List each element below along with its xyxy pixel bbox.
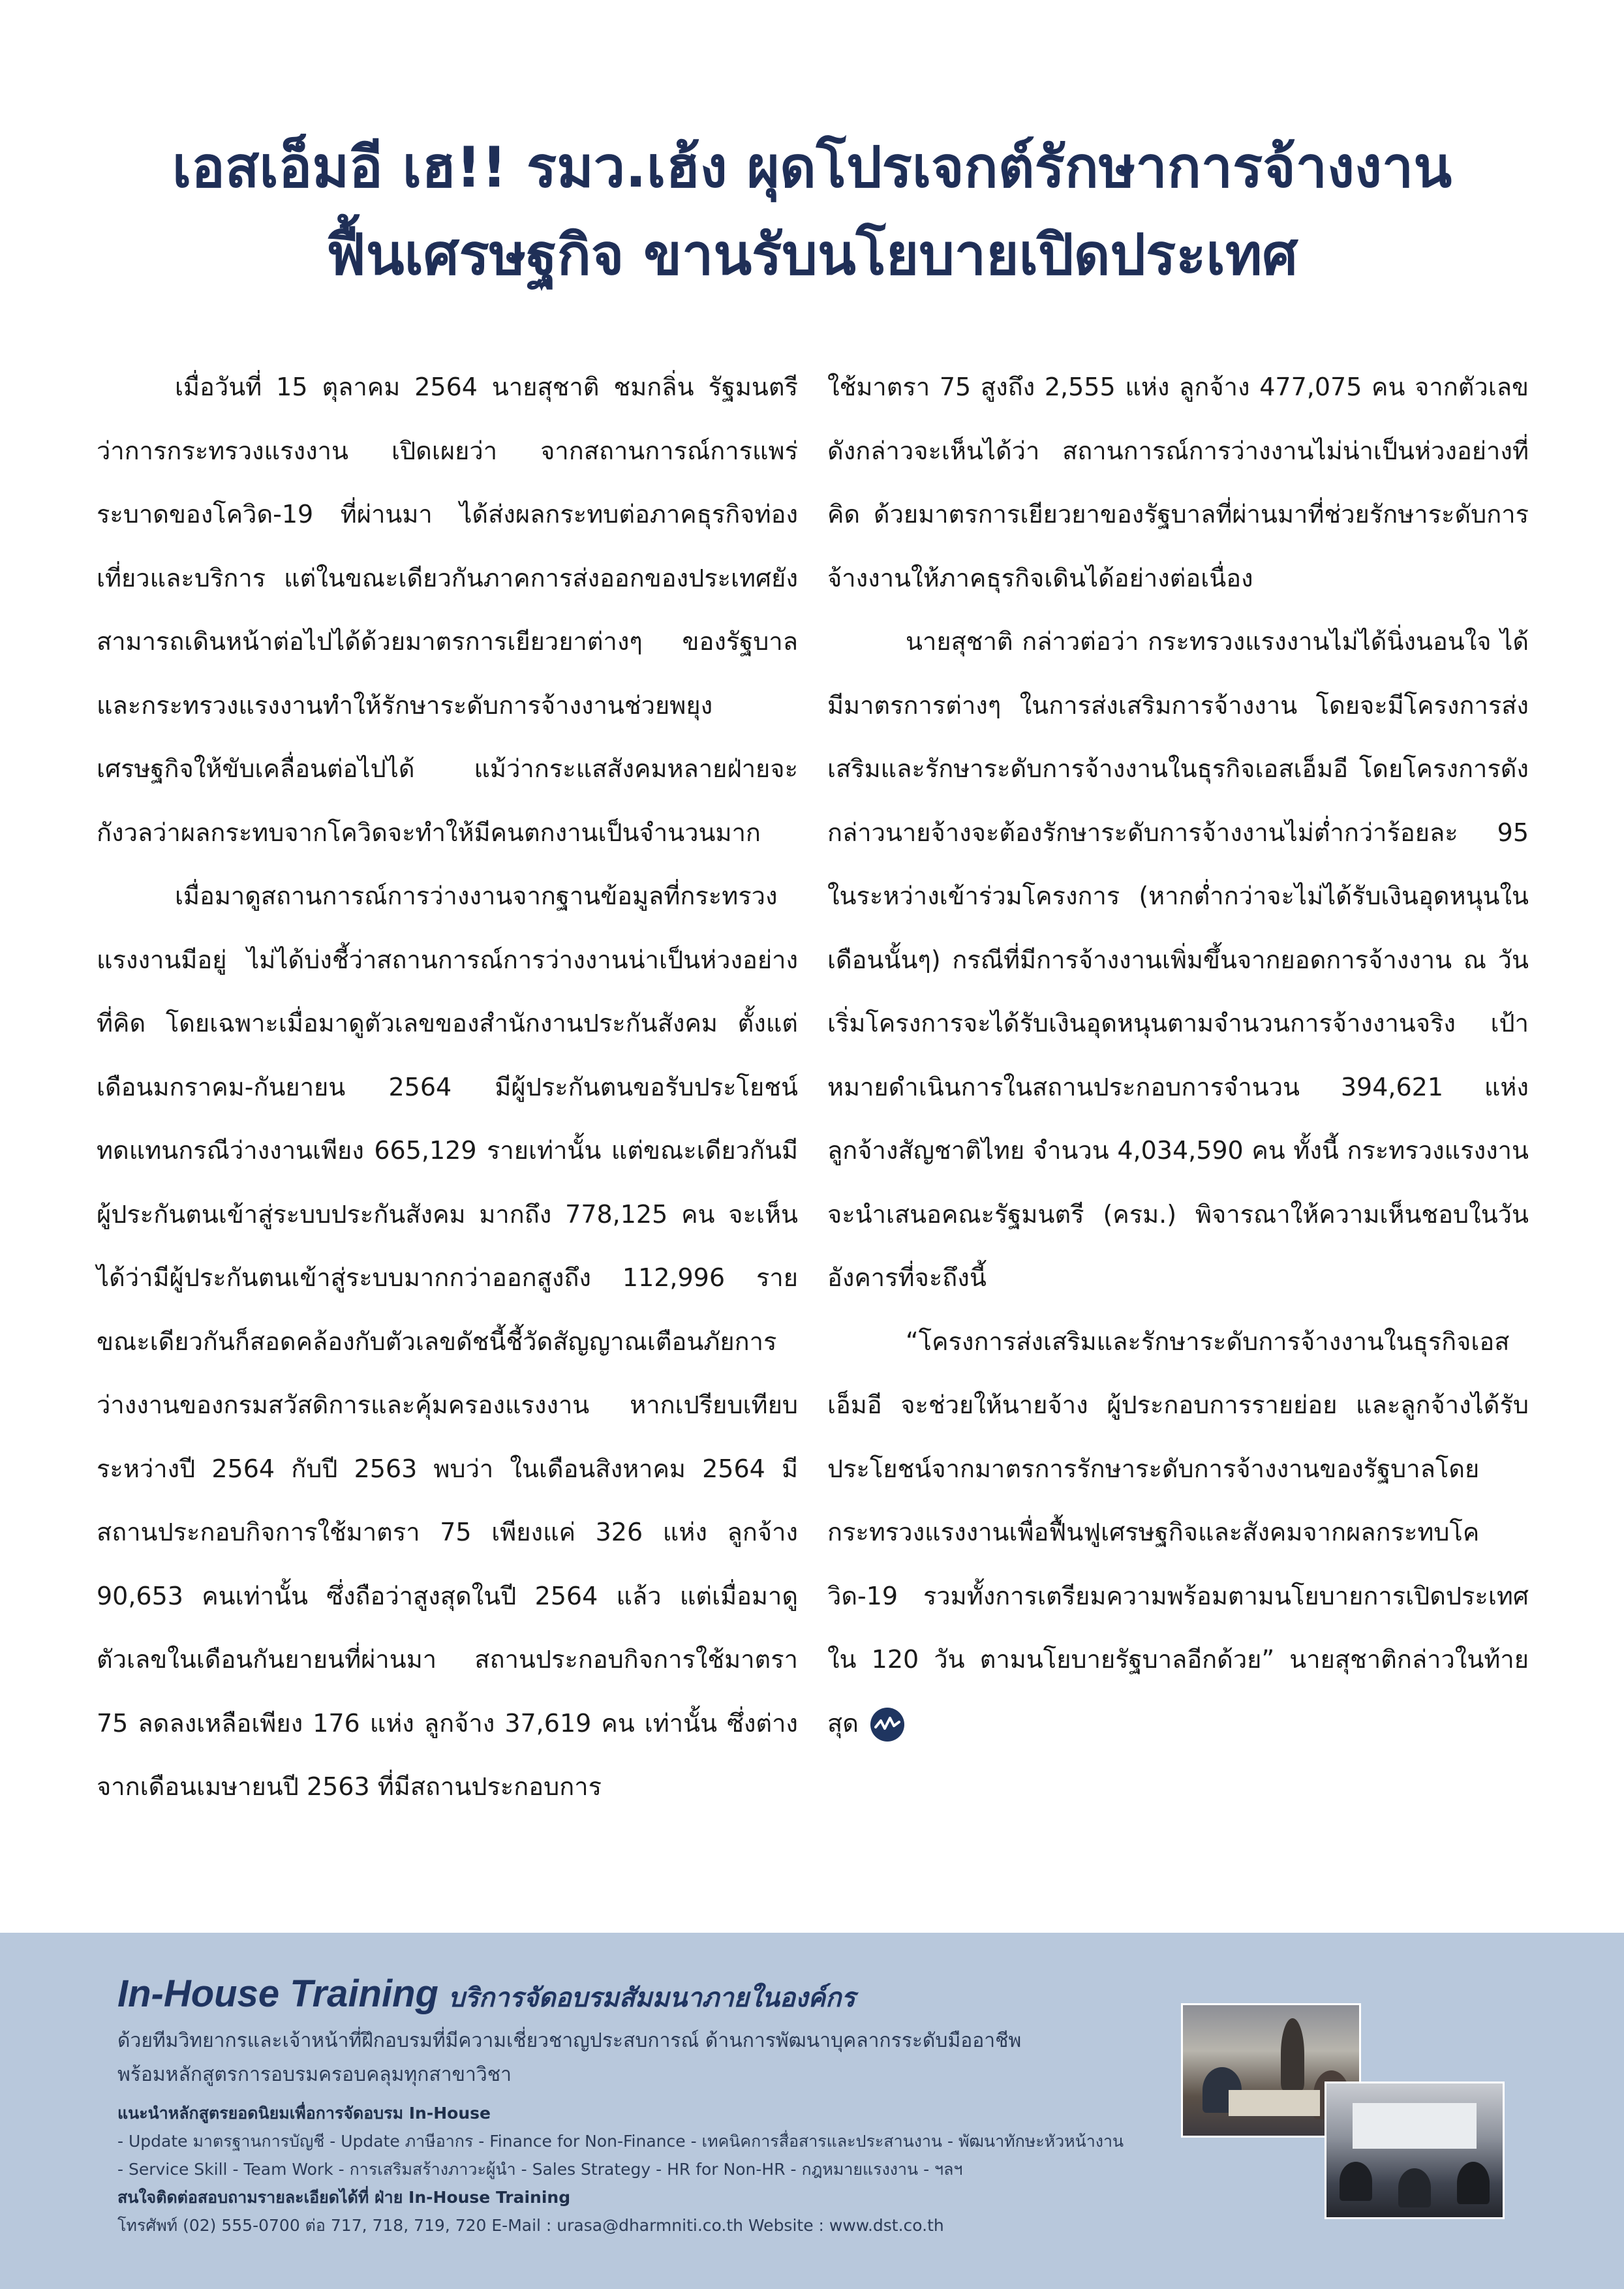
- article-title: [0, 124, 1624, 299]
- description-line-1: ด้วยทีมวิทยากรและเจ้าหน้าที่ฝึกอบรมที่มีความเชี่ยวชาญประสบการณ์ ด้านการพัฒนาบุคลากรระดับมืออาชีพ: [117, 2029, 1022, 2052]
- training-photo-2: [1325, 2082, 1505, 2219]
- quote-text: “โครงการส่งเสริมและรักษาระดับการจ้างงานในธุรกิจเอสเอ็มอี จะช่วยให้นายจ้าง ผู้ประกอบการรายย่อย และลูกจ้างได้รับประโยชน์จากมาตรการรักษาระดับการจ้างงานของรัฐบาลโดยกระทรวงแรงงานเพื่อฟื้นฟูเศรษฐกิจและสังคมจากผลกระทบโควิด-19 รวมทั้งการเตรียมความพร้อมตามนโยบายการเปิดประเทศใน 120 วัน ตามนโยบายรัฐบาลอีกด้วย” นายสุชาติกล่าวในท้ายสุด: [827, 1327, 1529, 1738]
- left-column: [97, 356, 798, 1819]
- title-line-1: เอสเอ็มอี เฮ!! รมว.เฮ้ง ผุดโปรเจกต์รักษาการจ้างงาน: [172, 135, 1452, 200]
- paragraph-1: เมื่อวันที่ 15 ตุลาคม 2564 นายสุชาติ ชมกลิ่น รัฐมนตรีว่าการกระทรวงแรงงาน เปิดเผยว่า จากสถานการณ์การแพร่ระบาดของโควิด-19 ที่ผ่านมา ได้ส่งผลกระทบต่อภาคธุรกิจท่องเที่ยวและบริการ แต่ในขณะเดียวกันภาคการส่งออกของประเทศยังสามารถเดินหน้าต่อไปได้ด้วยมาตรการเยียวยาต่างๆ ของรัฐบาลและกระทรวงแรงงานทำให้รักษาระดับการจ้างงานช่วยพยุงเศรษฐกิจให้ขับเคลื่อนต่อไปได้ แม้ว่ากระแสสังคมหลายฝ่ายจะกังวลว่าผลกระทบจากโควิดจะทำให้มีคนตกงานเป็นจำนวนมาก: [97, 373, 798, 847]
- right-column: [827, 356, 1529, 1755]
- brand-name: In-House Training: [117, 1973, 438, 2015]
- courses-line-2: - Service Skill - Team Work - การเสริมสร้างภาวะผู้นำ - Sales Strategy - HR for Non-HR - กฎหมายแรงงาน - ฯลฯ: [117, 2160, 963, 2179]
- contact-title: สนใจติดต่อสอบถามรายละเอียดได้ที่ ฝ่าย In-House Training: [117, 2188, 571, 2207]
- paragraph-2: เมื่อมาดูสถานการณ์การว่างงานจากฐานข้อมูลที่กระทรวงแรงงานมีอยู่ ไม่ได้บ่งชี้ว่าสถานการณ์การว่างงานน่าเป็นห่วงอย่างที่คิด โดยเฉพาะเมื่อมาดูตัวเลขของสำนักงานประกันสังคม ตั้งแต่เดือนมกราคม-กันยายน 2564 มีผู้ประกันตนขอรับประโยชน์ทดแทนกรณีว่างงานเพียง 665,129 รายเท่านั้น แต่ขณะเดียวกันมีผู้ประกันตนเข้าสู่ระบบประกันสังคม มากถึง 778,125 คน จะเห็นได้ว่ามีผู้ประกันตนเข้าสู่ระบบมากกว่าออกสูงถึง 112,996 ราย ขณะเดียวกันก็สอดคล้องกับตัวเลขดัชนี้ชี้วัดสัญญาณเตือนภัยการว่างงานของกรมสวัสดิการและคุ้มครองแรงงาน หากเปรียบเทียบระหว่างปี 2564 กับปี 2563 พบว่า ในเดือนสิงหาคม 2564 มีสถานประกอบกิจการใช้มาตรา 75 เพียงแค่ 326 แห่ง ลูกจ้าง 90,653 คนเท่านั้น ซึ่งถือว่าสูงสุดในปี 2564 แล้ว แต่เมื่อมาดูตัวเลขในเดือนกันยายนที่ผ่านมา สถานประกอบกิจการใช้มาตรา 75 ลดลงเหลือเพียง 176 แห่ง ลูกจ้าง 37,619 คน เท่านั้น ซึ่งต่างจากเดือนเมษายนปี 2563 ที่มีสถานประกอบการ: [97, 882, 798, 1801]
- paragraph-2-continued: ใช้มาตรา 75 สูงถึง 2,555 แห่ง ลูกจ้าง 477,075 คน จากตัวเลขดังกล่าวจะเห็นได้ว่า สถานการณ์การว่างงานไม่น่าเป็นห่วงอย่างที่คิด ด้วยมาตรการเยียวยาของรัฐบาลที่ผ่านมาที่ช่วยรักษาระดับการจ้างงานให้ภาคธุรกิจเดินได้อย่างต่อเนื่อง: [827, 373, 1529, 592]
- brand-tagline: บริการจัดอบรมสัมมนาภายในองค์กร: [448, 1983, 855, 2013]
- recommended-courses-title: แนะนำหลักสูตรยอดนิยมเพื่อการจัดอบรม In-House: [117, 2104, 491, 2123]
- wave-logo-icon: [870, 1708, 904, 1742]
- paragraph-3: นายสุชาติ กล่าวต่อว่า กระทรวงแรงงานไม่ได้นิ่งนอนใจ ได้มีมาตรการต่างๆ ในการส่งเสริมการจ้างงาน โดยจะมีโครงการส่งเสริมและรักษาระดับการจ้างงานในธุรกิจเอสเอ็มอี โดยโครงการดังกล่าวนายจ้างจะต้องรักษาระดับการจ้างงานไม่ต่ำกว่าร้อยละ 95 ในระหว่างเข้าร่วมโครงการ (หากต่ำกว่าจะไม่ได้รับเงินอุดหนุนในเดือนนั้นๆ) กรณีที่มีการจ้างงานเพิ่มขึ้นจากยอดการจ้างงาน ณ วันเริ่มโครงการจะได้รับเงินอุดหนุนตามจำนวนการจ้างงานจริง เป้าหมายดำเนินการในสถานประกอบการจำนวน 394,621 แห่ง ลูกจ้างสัญชาติไทย จำนวน 4,034,590 คน ทั้งนี้ กระทรวงแรงงานจะนำเสนอคณะรัฐมนตรี (ครม.) พิจารณาให้ความเห็นชอบในวันอังคารที่จะถึงนี้: [827, 627, 1529, 1292]
- footer-description: [117, 2024, 1161, 2092]
- contact-info: โทรศัพท์ (02) 555-0700 ต่อ 717, 718, 719, 720 E-Mail : urasa@dharmniti.co.th Website : www.dst.co.th: [117, 2216, 944, 2235]
- description-line-2: พร้อมหลักสูตรการอบรมครอบคลุมทุกสาขาวิชา: [117, 2063, 512, 2086]
- footer-heading: [117, 1972, 855, 2018]
- footer-details: [117, 2099, 1187, 2239]
- title-line-2: ฟื้นเศรษฐกิจ ขานรับนโยบายเปิดประเทศ: [326, 223, 1298, 288]
- courses-line-1: - Update มาตรฐานการบัญชี - Update ภาษีอากร - Finance for Non-Finance - เทคนิคการสื่อสารและประสานงาน - พัฒนาทักษะหัวหน้างาน: [117, 2132, 1124, 2151]
- paragraph-4: [827, 1310, 1529, 1756]
